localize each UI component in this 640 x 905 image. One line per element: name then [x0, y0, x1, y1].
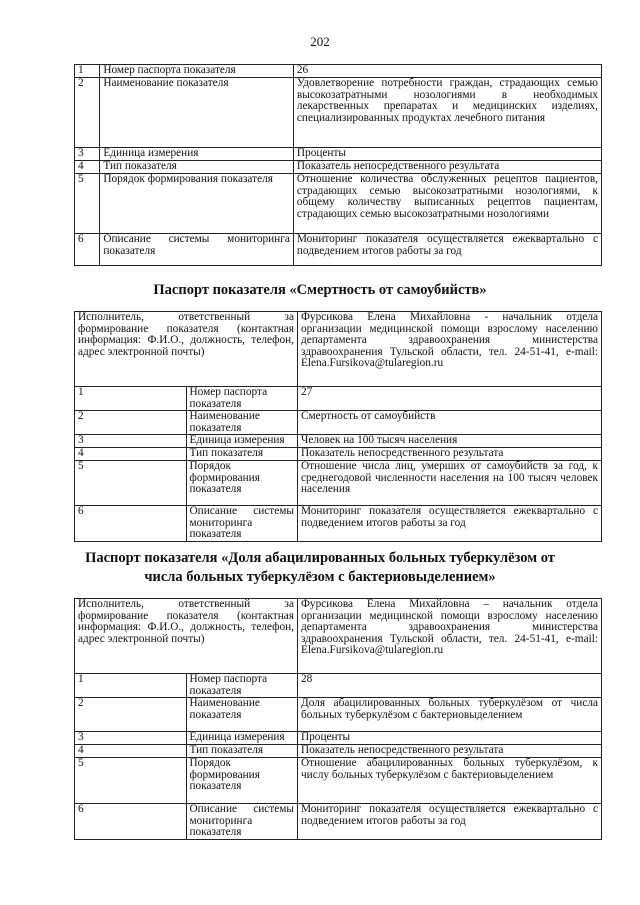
- executor-row: [75, 312, 602, 387]
- row-number: 5: [75, 758, 187, 804]
- row-label: Описание системы мониторинга показателя: [186, 804, 298, 840]
- table-row: [75, 448, 602, 461]
- row-number: 6: [75, 506, 187, 542]
- row-label: Единица измерения: [186, 435, 298, 448]
- row-label: Описание системы мониторинга показателя: [186, 506, 298, 542]
- row-value: Доля абацилированных больных туберкулёзом от числа больных туберкулёзом с бактериовыделением: [298, 698, 602, 732]
- row-value: Мониторинг показателя осуществляется ежеквартально с подведением итогов работы за год: [298, 506, 602, 542]
- table-row: [75, 461, 602, 506]
- row-value: Человек на 100 тысяч населения: [298, 435, 602, 448]
- table-row: [75, 804, 602, 840]
- table-row: [75, 411, 602, 435]
- table-row: [75, 234, 602, 266]
- row-number: 3: [75, 435, 187, 448]
- row-number: 5: [75, 174, 100, 234]
- row-value: Отношение числа лиц, умерших от самоубийств за год, к среднегодовой численности населения на 100 тысяч человек населения: [298, 461, 602, 506]
- passport-table-28: [74, 598, 602, 840]
- row-label: Наименование показателя: [100, 78, 294, 148]
- row-number: 4: [75, 745, 187, 758]
- executor-label: Исполнитель, ответственный за формирование показателя (контактная информация: Ф.И.О., должность, телефон, адрес электронной почты): [75, 599, 298, 674]
- table-row: [75, 78, 602, 148]
- executor-value: Фурсикова Елена Михайловна – начальник отдела организации медицинской помощи взрослому населению департамента здравоохранения министерства здравоохранения Тульской области, тел. 24-51-41, e-mail: Elena.Fursikova@tularegion.ru: [298, 599, 602, 674]
- executor-label: Исполнитель, ответственный за формирование показателя (контактная информация: Ф.И.О., должность, телефон, адрес электронной почты): [75, 312, 298, 387]
- section-heading-line: Паспорт показателя «Доля абацилированных больных туберкулёзом от: [85, 550, 555, 566]
- table-row: [75, 148, 602, 161]
- row-value: Показатель непосредственного результата: [298, 448, 602, 461]
- row-value: Отношение количества обслуженных рецептов пациентов, страдающих семью высокозатратными нозологиями, к общему количеству выписанных рецептов пациентам, страдающих семью высокозатратными нозологиями: [293, 174, 601, 234]
- row-label: Наименование показателя: [186, 411, 298, 435]
- table-row: [75, 674, 602, 698]
- passport-table-26: [74, 64, 602, 266]
- table-row: [75, 698, 602, 732]
- section-heading-tuberculosis-share: [60, 549, 580, 587]
- section-heading-line: числа больных туберкулёзом с бактериовыделением»: [144, 569, 496, 585]
- row-number: 3: [75, 732, 187, 745]
- row-label: Тип показателя: [186, 448, 298, 461]
- row-label: Порядок формирования показателя: [100, 174, 294, 234]
- row-label: Порядок формирования показателя: [186, 758, 298, 804]
- page-number: 202: [310, 34, 330, 49]
- row-number: 2: [75, 411, 187, 435]
- row-number: 4: [75, 448, 187, 461]
- executor-value: Фурсикова Елена Михайловна - начальник отдела организации медицинской помощи взрослому населению департамента здравоохранения министерства здравоохранения Тульской области, тел. 24-51-41, e-mail: Elena.Fursikova@tularegion.ru: [298, 312, 602, 387]
- row-value: 27: [298, 387, 602, 411]
- table-row: [75, 758, 602, 804]
- row-label: Номер паспорта показателя: [100, 65, 294, 78]
- table-row: [75, 435, 602, 448]
- row-number: 4: [75, 161, 100, 174]
- row-label: Описание системы мониторинга показателя: [100, 234, 294, 266]
- row-label: Единица измерения: [100, 148, 294, 161]
- executor-row: [75, 599, 602, 674]
- row-label: Тип показателя: [186, 745, 298, 758]
- row-label: Наименование показателя: [186, 698, 298, 732]
- table-row: [75, 732, 602, 745]
- row-number: 1: [75, 65, 100, 78]
- passport-table-27: [74, 311, 602, 542]
- row-label: Порядок формирования показателя: [186, 461, 298, 506]
- table-row: [75, 174, 602, 234]
- section-heading-suicide-mortality: Паспорт показателя «Смертность от самоубийств»: [153, 282, 487, 298]
- row-value: Мониторинг показателя осуществляется ежеквартально с подведением итогов работы за год: [293, 234, 601, 266]
- row-value: Показатель непосредственного результата: [298, 745, 602, 758]
- row-value: Удовлетворение потребности граждан, страдающих семью высокозатратными нозологиями в необходимых лекарственных препаратах и медицинских изделиях, специализированных продуктах лечебного питания: [293, 78, 601, 148]
- row-value: Мониторинг показателя осуществляется ежеквартально с подведением итогов работы за год: [298, 804, 602, 840]
- row-number: 1: [75, 387, 187, 411]
- row-number: 2: [75, 698, 187, 732]
- row-value: Отношение абацилированных больных туберкулёзом, к числу больных туберкулёзом с бактериовыделением: [298, 758, 602, 804]
- row-number: 5: [75, 461, 187, 506]
- row-label: Тип показателя: [100, 161, 294, 174]
- row-value: 28: [298, 674, 602, 698]
- table-row: [75, 745, 602, 758]
- row-number: 6: [75, 234, 100, 266]
- row-label: Единица измерения: [186, 732, 298, 745]
- row-number: 1: [75, 674, 187, 698]
- row-label: Номер паспорта показателя: [186, 674, 298, 698]
- row-number: 6: [75, 804, 187, 840]
- table-row: [75, 506, 602, 542]
- row-value: Показатель непосредственного результата: [293, 161, 601, 174]
- table-row: [75, 387, 602, 411]
- row-label: Номер паспорта показателя: [186, 387, 298, 411]
- row-value: 26: [293, 65, 601, 78]
- row-value: Проценты: [298, 732, 602, 745]
- row-value: Проценты: [293, 148, 601, 161]
- row-number: 3: [75, 148, 100, 161]
- row-value: Смертность от самоубийств: [298, 411, 602, 435]
- table-row: [75, 65, 602, 78]
- table-row: [75, 161, 602, 174]
- row-number: 2: [75, 78, 100, 148]
